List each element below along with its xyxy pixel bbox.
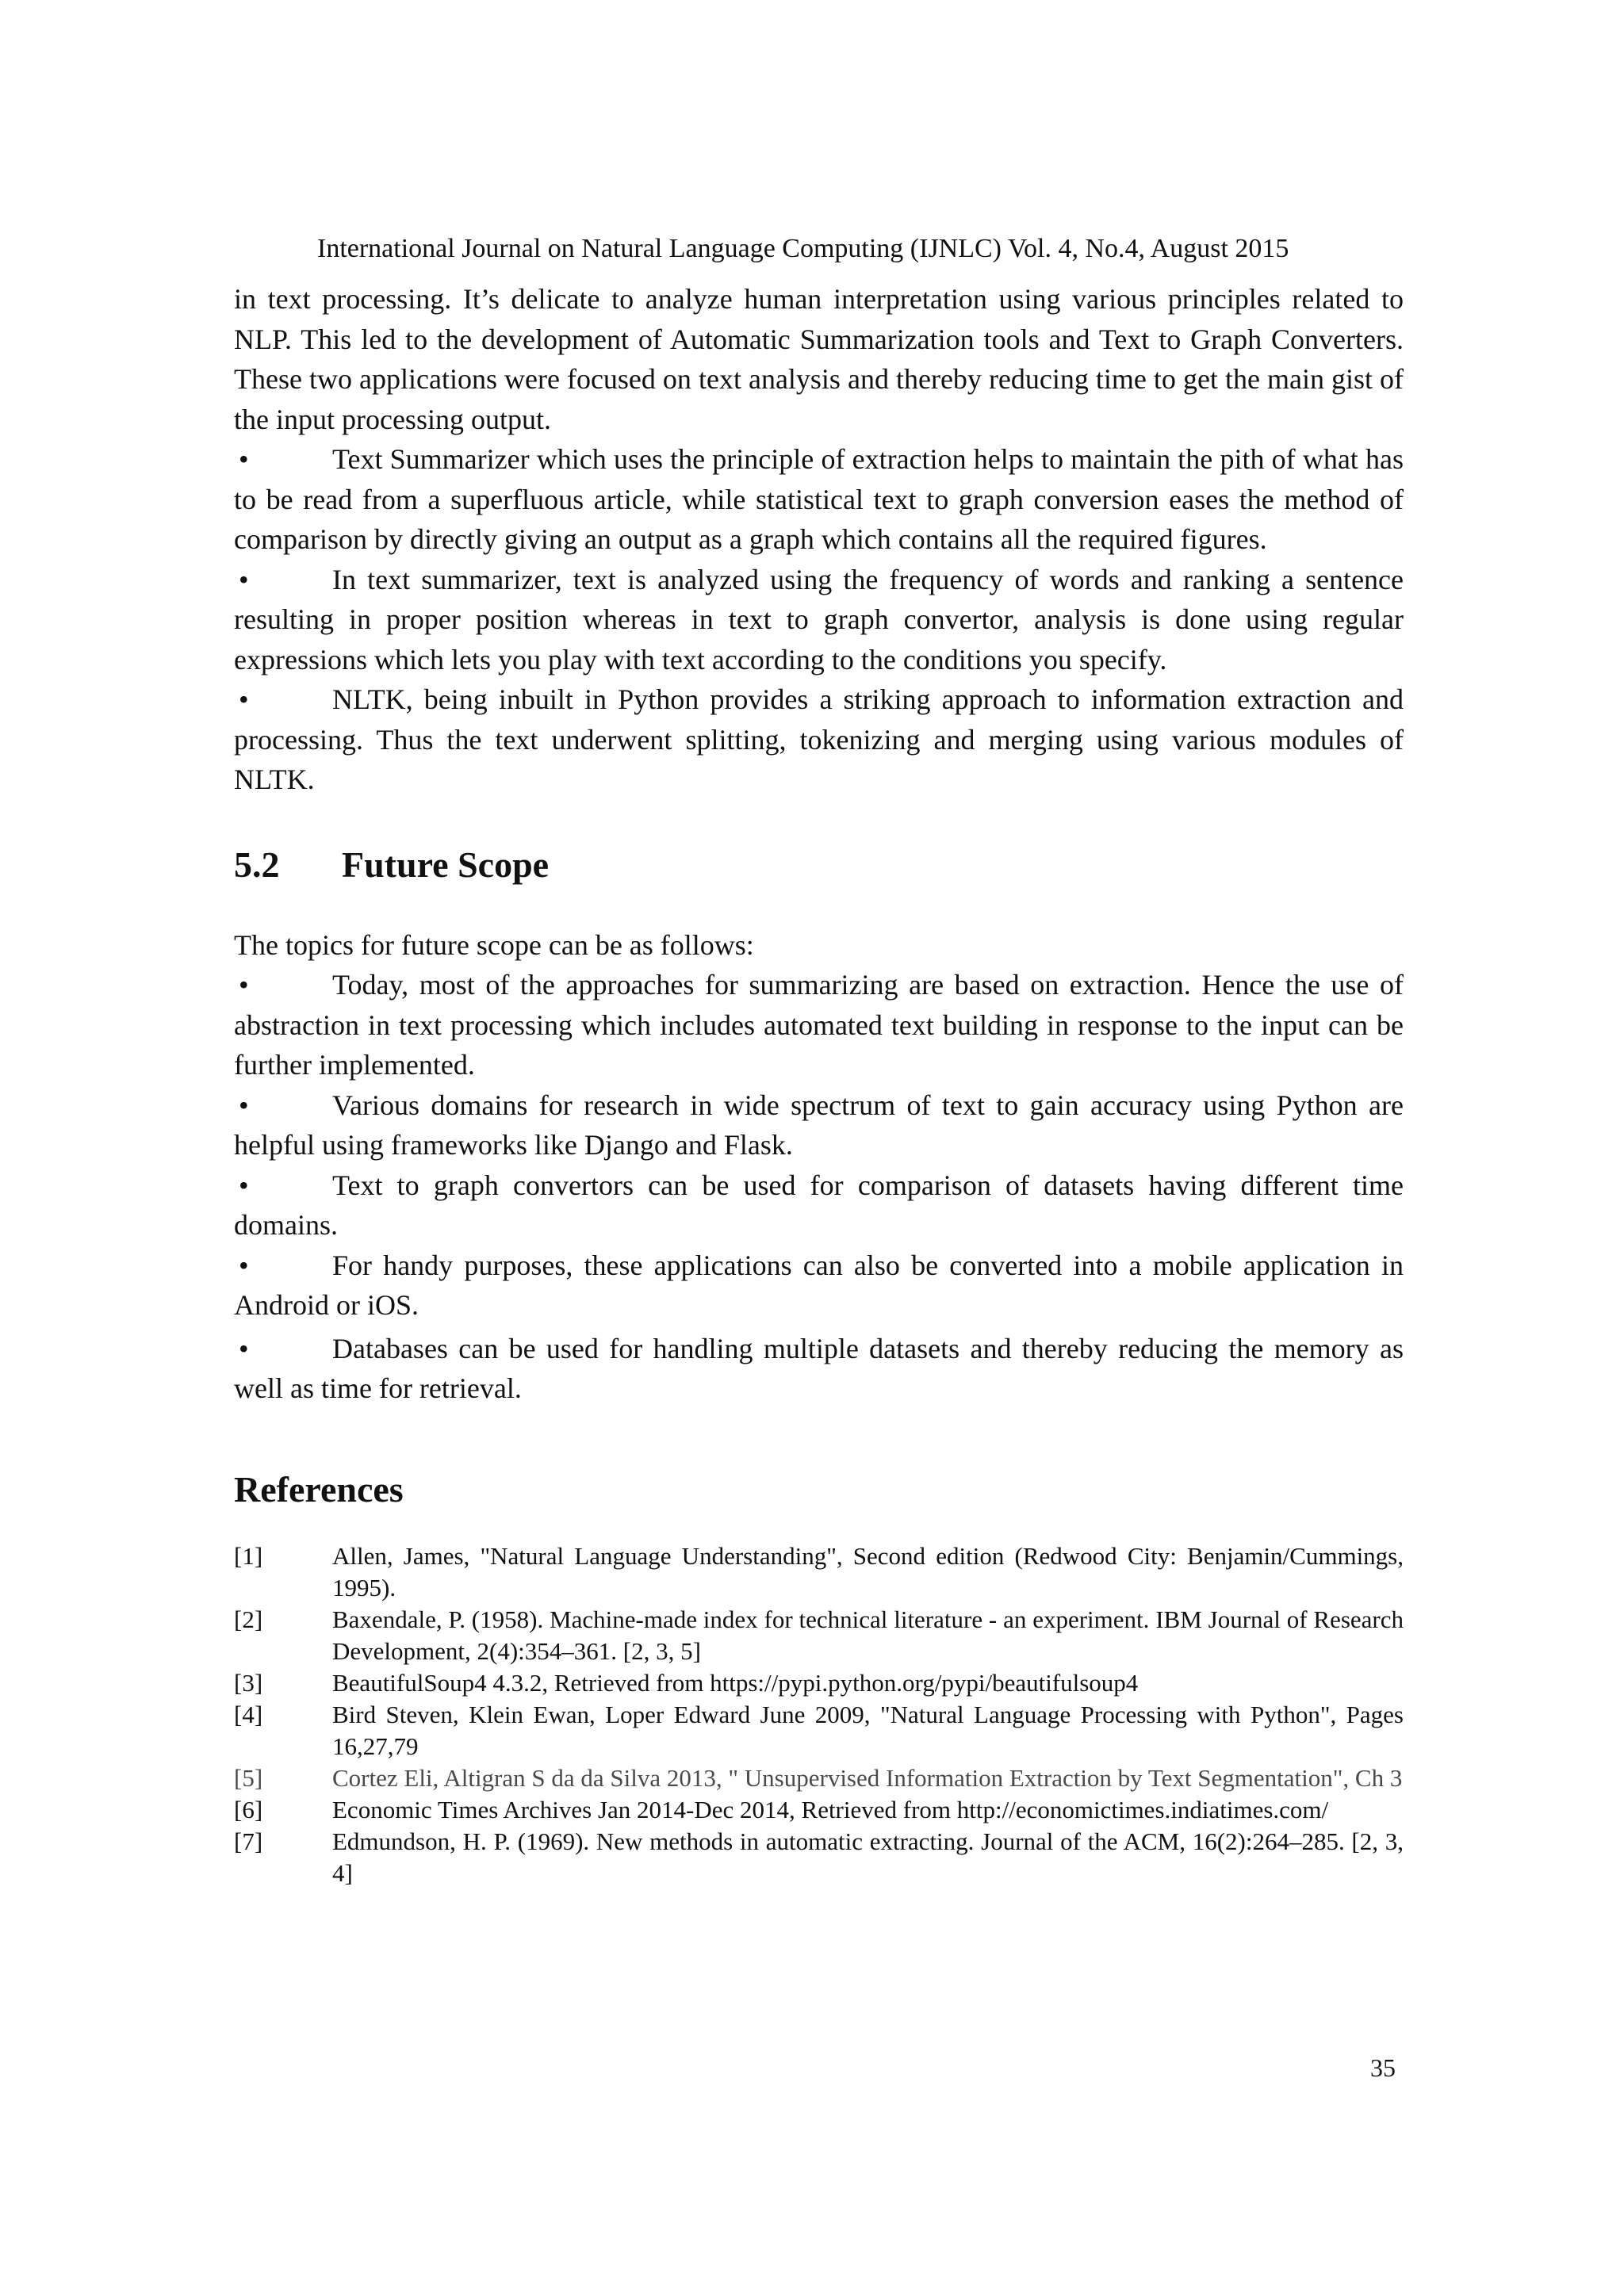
- reference-number: [5]: [234, 1763, 263, 1792]
- bullet-text: For handy purposes, these applications can also be converted into a mobile application in Android or iOS.: [234, 1249, 1404, 1321]
- bullet-icon: •: [239, 1089, 249, 1121]
- conclusion-bullet-1: [234, 439, 1404, 560]
- reference-number: [3]: [234, 1668, 263, 1697]
- reference-item-4: [234, 1699, 1404, 1762]
- bullet-text: Text to graph convertors can be used for comparison of datasets having different time domains.: [234, 1169, 1404, 1241]
- bullet-icon: •: [239, 443, 249, 475]
- future-bullet-2: [234, 1085, 1404, 1165]
- reference-item-7: [234, 1826, 1404, 1889]
- bullet-text: Databases can be used for handling multiple datasets and thereby reducing the memory as well as time for retrieval.: [234, 1332, 1404, 1404]
- bullet-text: NLTK, being inbuilt in Python provides a striking approach to information extraction and processing. Thus the text underwent splitting, tokenizing and merging using various modules of NLTK.: [234, 683, 1404, 795]
- page-number: 35: [1370, 2053, 1396, 2082]
- running-header: International Journal on Natural Language Computing (IJNLC) Vol. 4, No.4, August 2015: [317, 234, 1289, 263]
- bullet-text: Text Summarizer which uses the principle of extraction helps to maintain the pith of what has to be read from a superfluous article, while statistical text to graph conversion eases the method of comparison by directly giving an output as a graph which contains all the required figures.: [234, 443, 1404, 555]
- reference-item-3: [234, 1667, 1404, 1699]
- intro-paragraph: in text processing. It’s delicate to analyze human interpretation using various principles related to NLP. This led to the development of Automatic Summarization tools and Text to Graph Converters. These two applications were focused on text analysis and thereby reducing time to get the main gist of the input processing output.: [234, 283, 1404, 435]
- reference-item-6: [234, 1794, 1404, 1826]
- reference-number: [2]: [234, 1605, 263, 1633]
- reference-number: [4]: [234, 1700, 263, 1728]
- bullet-icon: •: [239, 563, 249, 595]
- bullet-icon: •: [239, 969, 249, 1001]
- future-bullet-5: [234, 1329, 1404, 1409]
- reference-text: Bird Steven, Klein Ewan, Loper Edward June 2009, "Natural Language Processing with Python", Pages 16,27,79: [332, 1700, 1404, 1760]
- reference-text: BeautifulSoup4 4.3.2, Retrieved from https://pypi.python.org/pypi/beautifulsoup4: [332, 1668, 1139, 1697]
- reference-item-1: [234, 1540, 1404, 1604]
- references-list: [234, 1540, 1404, 1889]
- reference-item-5: [234, 1762, 1404, 1794]
- page-content: [234, 279, 1404, 1889]
- reference-number: [6]: [234, 1795, 263, 1823]
- bullet-text: In text summarizer, text is analyzed using the frequency of words and ranking a sentence resulting in proper position whereas in text to graph convertor, analysis is done using regular expressions which lets you play with text according to the conditions you specify.: [234, 563, 1404, 675]
- section-number: 5.2: [234, 844, 280, 885]
- reference-number: [1]: [234, 1541, 263, 1570]
- future-bullet-3: [234, 1165, 1404, 1246]
- conclusion-bullet-2: [234, 560, 1404, 680]
- future-bullet-4: [234, 1246, 1404, 1326]
- reference-text: Allen, James, "Natural Language Understanding", Second edition (Redwood City: Benjamin/Cummings, 1995).: [332, 1541, 1404, 1601]
- section-heading-future-scope: [234, 841, 1404, 889]
- reference-number: [7]: [234, 1827, 263, 1855]
- bullet-icon: •: [239, 1249, 249, 1281]
- bullet-text: Various domains for research in wide spectrum of text to gain accuracy using Python are helpful using frameworks like Django and Flask.: [234, 1089, 1404, 1161]
- section-title: Future Scope: [342, 844, 550, 885]
- reference-item-2: [234, 1604, 1404, 1667]
- reference-text: Edmundson, H. P. (1969). New methods in automatic extracting. Journal of the ACM, 16(2):264–285. [2, 3, 4]: [332, 1827, 1404, 1887]
- bullet-text: Today, most of the approaches for summarizing are based on extraction. Hence the use of abstraction in text processing which includes automated text building in response to the input can be further implemented.: [234, 969, 1404, 1081]
- reference-text: Cortez Eli, Altigran S da da Silva 2013, " Unsupervised Information Extraction by Text Segmentation", Ch 3: [332, 1763, 1403, 1792]
- bullet-icon: •: [239, 683, 249, 715]
- bullet-icon: •: [239, 1169, 249, 1201]
- references-heading: References: [234, 1468, 404, 1510]
- bullet-icon: •: [239, 1332, 249, 1364]
- reference-text: Baxendale, P. (1958). Machine-made index for technical literature - an experiment. IBM Journal of Research Development, 2(4):354–361. [2, 3, 5]: [332, 1605, 1404, 1665]
- future-bullet-1: [234, 965, 1404, 1085]
- conclusion-bullet-3: [234, 679, 1404, 800]
- future-scope-intro: The topics for future scope can be as follows:: [234, 928, 754, 961]
- reference-text: Economic Times Archives Jan 2014-Dec 2014, Retrieved from http://economictimes.indiatimes.com/: [332, 1795, 1329, 1823]
